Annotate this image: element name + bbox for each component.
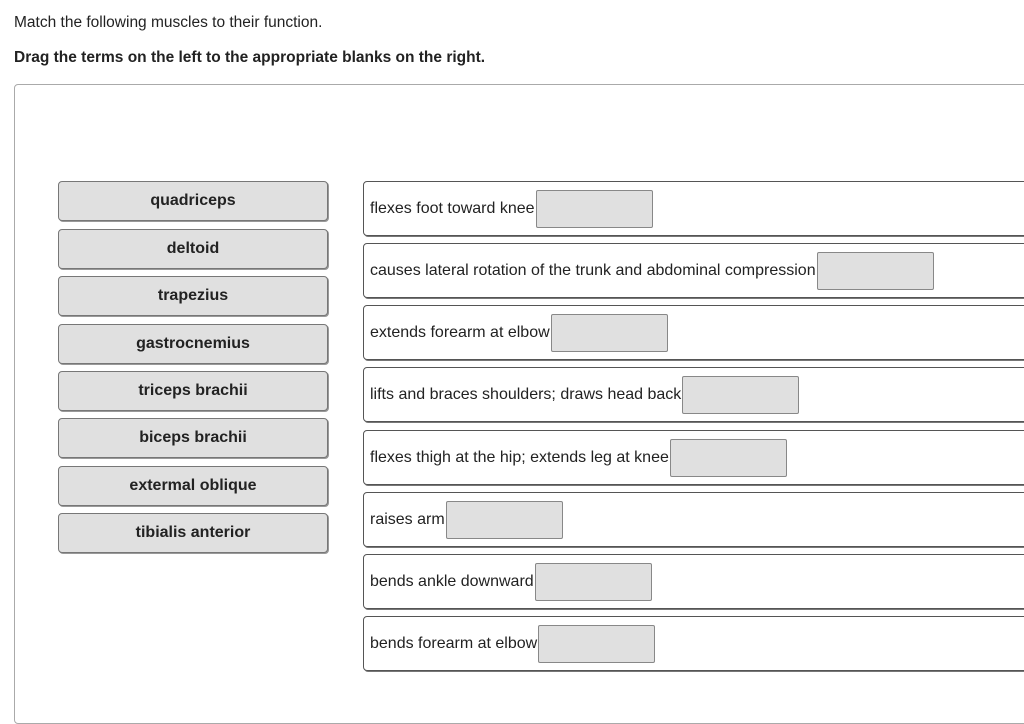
- term-chip-triceps-brachii[interactable]: triceps brachii: [58, 371, 328, 411]
- function-label: flexes foot toward knee: [370, 199, 535, 217]
- function-row: [363, 367, 1024, 422]
- drop-blank[interactable]: [535, 563, 652, 601]
- term-chip-biceps-brachii[interactable]: biceps brachii: [58, 418, 328, 458]
- function-label: extends forearm at elbow: [370, 323, 550, 341]
- question-prompt: Match the following muscles to their function.: [14, 14, 323, 31]
- function-row: [363, 305, 1024, 360]
- drop-blank[interactable]: [536, 190, 653, 228]
- drop-blank[interactable]: [446, 501, 563, 539]
- term-chip-quadriceps[interactable]: quadriceps: [58, 181, 328, 221]
- function-label: causes lateral rotation of the trunk and abdominal compression: [370, 261, 816, 279]
- function-label: flexes thigh at the hip; extends leg at knee: [370, 448, 669, 466]
- function-label: bends forearm at elbow: [370, 634, 538, 652]
- term-chip-external-oblique[interactable]: extermal oblique: [58, 466, 328, 506]
- function-label: raises arm: [370, 510, 445, 528]
- function-row: [363, 181, 1024, 236]
- function-row: [363, 616, 1024, 671]
- drag-instructions: Drag the terms on the left to the appropriate blanks on the right.: [14, 49, 486, 66]
- term-chip-gastrocnemius[interactable]: gastrocnemius: [58, 324, 328, 364]
- function-row: [363, 492, 1024, 547]
- drop-blank[interactable]: [670, 439, 787, 477]
- function-label: lifts and braces shoulders; draws head back: [370, 385, 682, 403]
- term-chip-tibialis-anterior[interactable]: tibialis anterior: [58, 513, 328, 553]
- term-chip-deltoid[interactable]: deltoid: [58, 229, 328, 269]
- function-row: [363, 243, 1024, 298]
- term-chip-trapezius[interactable]: trapezius: [58, 276, 328, 316]
- drop-blank[interactable]: [682, 376, 799, 414]
- drop-blank[interactable]: [538, 625, 655, 663]
- drop-blank[interactable]: [551, 314, 668, 352]
- function-row: [363, 554, 1024, 609]
- function-label: bends ankle downward: [370, 572, 534, 590]
- function-row: [363, 430, 1024, 485]
- drop-blank[interactable]: [817, 252, 934, 290]
